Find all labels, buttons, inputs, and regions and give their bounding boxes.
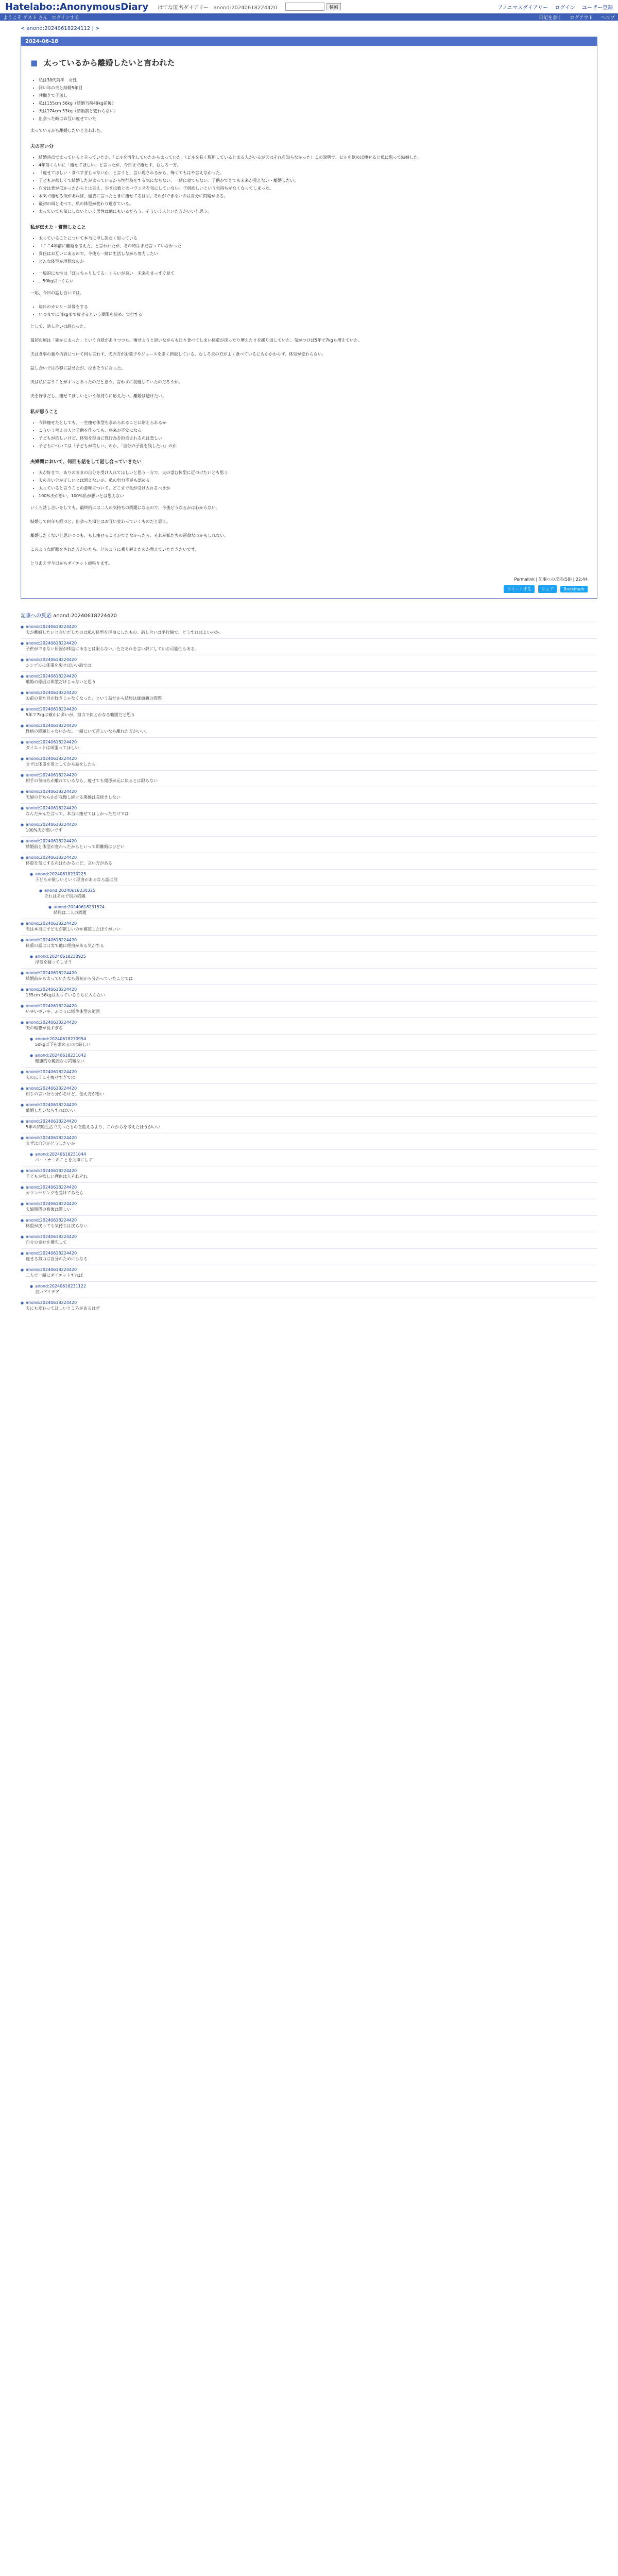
comment-item [21,770,597,787]
comment-item [21,754,597,770]
comment-id-link[interactable]: ● anond:20240618224420 [21,641,597,646]
comment-item [30,952,597,968]
paragraph: 話し合いでは冷静に話せたが、泣きそうになった。 [30,366,125,370]
comment-id-link[interactable]: ● anond:20240618224420 [21,1004,597,1008]
paragraph: いくら話し合いをしても、最終的には二人の気持ちの問題になるので、今後どうなるかはわからない。 [30,505,220,510]
comment-text: 子どもが欲しいという理由があるなら話は別 [35,877,117,882]
comment-item [21,671,597,688]
nav-help[interactable]: ヘルプ [600,15,615,21]
comment-item [39,886,597,902]
list-item: • どんな体型が理想なのか [39,258,588,265]
paragraph: 太っているから離婚したいと言われた。 [30,128,105,133]
comment-item [21,1133,597,1149]
comment-item [21,853,597,869]
comment-text: 155cm 56kgは太っているうちに入らない [26,993,105,997]
permalink-line[interactable]: Permalink | 記事への反応(58) | 22:44 [514,577,588,582]
list-item: • …50kg以下くらい [39,277,588,285]
comment-text: 性格の問題じゃないかな。一緒にいて苦しいなら離れた方がいい。 [26,729,149,734]
share-button[interactable]: シェア [538,585,557,593]
share-bar [30,585,588,593]
comment-text: 相手の気持ちが離れているなら、痩せても関係が元に戻るとは限らない [26,778,158,783]
comment-item [21,1248,597,1265]
comment-text: 二人で一緒にダイエットすれば [26,1273,83,1278]
comment-id-link[interactable]: ● anond:20240618224420 [21,1168,597,1173]
nav-login[interactable]: ログインする [52,15,79,21]
comment-item [21,721,597,737]
comments-heading-link[interactable]: 記事への反応 [21,613,52,619]
top-link-diary[interactable]: はてな匿名ダイアリー [158,5,209,11]
paragraph: 最初の頃は「確かに太った」という自覚がありつつも、痩せようと思いながらも日々食べてしまい体重が戻ったり増えたりを繰り返していた。気がつけば5年で7kgも増えていた。 [30,338,362,343]
comment-id-link[interactable]: ● anond:20240618224420 [21,1251,597,1256]
comment-text: 100%夫が悪いです [26,828,62,833]
comment-id-link[interactable]: ● anond:20240618224420 [21,1136,597,1140]
comment-item [21,919,597,935]
comment-item [21,935,597,952]
nav-welcome: ようこそ ゲスト さん [3,15,48,21]
comment-text: 夫婦関係の修復は難しい [26,1207,71,1212]
comment-text: 夫が離婚したいと言いだしたのは私の体型を理由にしたもの。話し合いは平行線で、どうすればよいのか。 [26,630,224,635]
list-item: • 自分は背が低かったからとは言え、歩きは彼とのバランスを気にしていない。子供欲しいという気持ちがなくなってしまった。 [39,184,588,192]
comment-id-link[interactable]: ● anond:20240618224420 [21,855,597,860]
comment-id-link[interactable]: ● anond:20240618231524 [48,905,597,909]
list-item: • 太っていることについて本当に申し訳なく思っている [39,234,588,242]
link-anonymous[interactable]: アノニマスダイアリー [497,5,548,11]
list-item: • 太っていても気にしないという男性は他にもいるだろう。そういう人といた方がいいと思う。 [39,208,588,215]
comment-item [21,1067,597,1083]
nav-write[interactable]: 日記を書く [538,15,562,21]
comment-text: 自分の幸せを優先して [26,1240,67,1245]
paragraph: とりあえず今日からダイエット頑張ります。 [30,561,112,566]
comment-text: 夫は本当に子どもが欲しいのか確認したほうがいい [26,927,121,931]
comment-id-link[interactable]: ● anond:20240618224420 [21,1086,597,1091]
comment-item [21,1265,597,1281]
comment-id-link[interactable]: ● anond:20240618224420 [21,674,597,679]
list-item: • 4年前くらいに「痩せてほしい」と言ったが、今日まで痩せず、むしろ一方。 [39,161,588,169]
comment-text: それはそれで別の問題 [44,894,85,899]
list-item: • 共働きで子無し [39,92,588,99]
paragraph: このような経験をされた方がいたら、どのように乗り越えたのか教えていただきたいです。 [30,547,199,552]
comment-id-link[interactable]: ● anond:20240618224420 [21,690,597,695]
comment-id-link[interactable]: ● anond:20240618224420 [21,1103,597,1107]
comment-id-link[interactable]: ● anond:20240618224420 [21,971,597,975]
comment-id-link[interactable]: ● anond:20240618224420 [21,1267,597,1272]
comment-item [30,1149,597,1166]
comment-item [21,1298,597,1314]
paragraph: として、話し合いは終わった。 [30,324,88,329]
comment-item [21,1116,597,1133]
comment-item [21,704,597,721]
comment-text: 5年の結婚生活で失ったものを数えるより、これからを考えたほうがいい [26,1125,161,1129]
top-link-entry[interactable]: anond:20240618224420 [213,5,278,11]
link-register[interactable]: ユーザー登録 [582,5,613,11]
comment-text: パートナーのことを大事にして [35,1158,93,1162]
comment-item [21,787,597,803]
paragraph: 離婚したくないと思いつつも、もし痩せることができなかったら、それが私たちの運命なのかもしれない。 [30,533,228,538]
comment-item [21,655,597,671]
comment-item [21,1232,597,1248]
comment-id-link[interactable]: ● anond:20240618224420 [21,1234,597,1239]
article-title-text[interactable]: 太っているから離婚したいと言われた [43,58,175,67]
comment-item [21,820,597,836]
paragraph: 夫は私に言うことがずっとあったのだと思う。言わずに我慢していたのだろうか。 [30,380,183,384]
comment-id-link[interactable]: ● anond:20240618224420 [21,987,597,992]
comment-id-link[interactable]: ● anond:20240618224420 [21,707,597,711]
comment-text: まずは体重を落としてから話をしたら [26,762,96,767]
comment-id-link[interactable]: ● anond:20240618224420 [21,938,597,942]
section-heading: 私が思うこと [30,410,59,415]
comment-id-link[interactable]: ● anond:20240618230954 [30,1037,597,1041]
reason-list [30,154,588,215]
list-item: • 夫は174cm 53kg（結婚前と変わらない） [39,107,588,115]
paragraph: 結婚して何年も経つと、出会った頃とはお互い変わっていくものだと思う。 [30,519,170,524]
list-item: • 同い年の夫と結婚5年目 [39,84,588,92]
question-list [30,234,588,265]
section-heading: 夫の言い分 [30,144,54,149]
comment-text: 夫のほうこそ痩せすぎでは [26,1075,75,1080]
comment-id-link[interactable]: ● anond:20240618231042 [30,1053,597,1058]
comment-text: 夫の理想が高すぎる [26,1026,63,1030]
list-item: • 本気で痩せる気があれば、過去に言ったときに痩せてるはず。それができないのは自分に問題がある。 [39,192,588,200]
comment-text: 結局は二人の問題 [54,910,87,915]
profile-list [30,76,588,123]
comment-text: カウンセリングを受けてみたら [26,1191,83,1195]
comment-text: 夫にも変わってほしいところがあるはず [26,1306,100,1311]
comment-text: お前の見た目が好きじゃなくなった、という話だから結局は価値観の問題 [26,696,162,701]
sub-list [30,269,588,285]
comment-item [48,902,597,919]
article-title [30,57,588,68]
comment-id-link[interactable]: ● anond:20240618224420 [21,1020,597,1025]
list-item: • 私は155cm 56kg（結婚当初49kg前後） [39,99,588,107]
paragraph: 夫を好きだし、痩せてほしいという気持ちに応えたい。離婚は避けたい。 [30,394,166,398]
comment-item [21,622,597,638]
top-bar [0,0,618,13]
comment-text: 相手の言い分も分かるけど、伝え方が悪い [26,1092,104,1096]
top-links [158,3,280,11]
comment-text: 夫婦のどちらかが我慢し続ける関係は長続きしない [26,795,121,800]
nav-logout[interactable]: ログアウト [570,15,593,21]
list-item: • 「痩せてほしい・食べすぎじゃないか」と言うと、言い返されるから、怖くてもはや言えなかった。 [39,169,588,177]
comment-text: 5年で7kgは確かに多いが、努力で何とかなる範囲だと思う [26,713,135,717]
comment-id-link[interactable]: ● anond:20240618224420 [21,839,597,843]
list-item: • 責任はお互いにあるので、今後も一緒に生活しながら努力したい [39,250,588,258]
square-bullet-icon: ■ [30,58,38,67]
comment-item [30,1034,597,1050]
comment-item [21,1083,597,1100]
comment-list [21,622,597,1314]
list-item: • 子どもが欲しいけど、体型を理由に性行為を拒否されるのは悲しい [39,434,588,442]
comments-heading [21,611,597,619]
section-heading: 私が伝えた・質問したこと [30,225,87,230]
comment-text: 浮気を疑ってしまう [35,960,72,964]
list-item: • 子どもについては「子どもが欲しい」のか、「自分の子孫を残したい」のか [39,442,588,450]
comment-id-link[interactable]: ● anond:20240618224420 [21,1201,597,1206]
article-body [21,46,597,598]
comment-item [21,1215,597,1232]
comment-id-link[interactable]: ● anond:20240618224420 [21,756,597,761]
right-links [492,3,613,11]
prev-entry-link[interactable]: < anond:20240618224112 | > [21,26,100,31]
comment-item [21,1100,597,1116]
comment-text: 痩せる努力は自分のためにもなる [26,1257,88,1261]
comment-item [21,1001,597,1018]
comment-item [21,1166,597,1182]
nav-bar [0,13,618,21]
comment-id-link[interactable]: ● anond:20240618230925 [30,954,597,959]
talk-list [30,469,588,500]
comment-text: ダイエットは頑張ってほしい [26,745,79,750]
list-item: • 今回痩せたとしても、一生痩せ体型を求められることに耐えられるか [39,419,588,427]
comment-text: 結婚前と体型が変わったからといって即離婚はひどい [26,844,125,849]
comment-id-link[interactable]: ● anond:20240618224420 [21,789,597,794]
comment-text: 体重を気にするのはわかるけど、言い方がある [26,861,112,866]
list-item: • 「ここ4年前に離婚を考えた」と言われたが、その時はまだ言っていなかった [39,242,588,250]
comment-item [21,836,597,853]
comment-text: 50kg以下を求めるのは厳しい [35,1042,91,1047]
list-item: • 太っていると言うことの意味について、どこまで私が受け入れるべきか [39,484,588,492]
section-heading: 夫婦間において、何回も話をして話し合っていきたい [30,460,142,465]
list-item: • 出会った時はお互い痩せていた [39,115,588,123]
list-item: • 最初の頃と比べて、私の体型が変わり過ぎている。 [39,200,588,208]
comment-item [21,638,597,655]
comment-id-link[interactable]: ● anond:20240618231044 [30,1152,597,1157]
comment-id-link[interactable]: ● anond:20240618224420 [21,657,597,662]
comment-id-link[interactable]: ● anond:20240618224420 [21,1119,597,1124]
comment-text: 結婚前から太っていたなら最初から分かっていたことでは [26,976,133,981]
comment-item [30,869,597,886]
pager [0,31,618,37]
comment-text: 離婚したいならすればいい [26,1108,75,1113]
comment-id-link[interactable]: ● anond:20240618224420 [21,773,597,777]
list-item: • こういう考えの人と子供を作っても、将来が不安になる [39,427,588,434]
comment-text: 子どもが欲しい理由は人それぞれ [26,1174,88,1179]
comment-id-link[interactable]: ● anond:20240618230225 [30,872,597,876]
day-box [21,37,597,599]
comment-id-link[interactable]: ● anond:20240618224420 [21,921,597,926]
comment-item [21,1199,597,1215]
bookmark-button[interactable]: Bookmark [560,586,588,592]
comment-text: 良いアイデア [35,1290,60,1294]
comment-item [21,688,597,704]
comments-heading-subject: anond:20240618224420 [53,613,117,619]
comment-text: まずは自分がどうしたいか [26,1141,75,1146]
search-button[interactable]: 検索 [327,3,341,10]
comment-id-link[interactable]: ● anond:20240618224420 [21,822,597,827]
list-item: • 子どもが欲しくて結婚したが太っているから性行為をする気にならない、一緒に寝てもない。子供ができても未来が見えない・離婚したい。 [39,177,588,184]
comment-item [21,968,597,985]
list-item: • 私は30代前半 女性 [39,76,588,84]
comment-text: 健康的な範囲なら問題ない [35,1059,84,1063]
comment-text: 子供ができない原因が体型にあるとは限らない。ただそれを言い訳にしている可能性もある。 [26,647,199,651]
comment-id-link[interactable]: ● anond:20240618224420 [21,624,597,629]
comment-item [21,1182,597,1199]
comment-text: なんだかんだ言って、本当に痩せてほしかっただけでは [26,811,129,816]
comment-item [21,985,597,1001]
nav-right [533,14,615,21]
link-login[interactable]: ログイン [555,5,575,11]
comment-id-link[interactable]: ● anond:20240618224420 [21,1300,597,1305]
comment-item [21,737,597,754]
comment-item [21,803,597,820]
comment-id-link[interactable]: ● anond:20240618224420 [21,1218,597,1223]
tweet-button[interactable]: ツイートする [504,585,534,593]
list-item: • いつまでに何kgまで痩せるという期限を決め、実行する [39,311,588,318]
thoughts-list [30,419,588,450]
list-item: • 一般的に女性は「ぽっちゃりしてる」くらいが良い 未来をまっすぐ見て [39,269,588,277]
comment-item [21,1018,597,1034]
comment-id-link[interactable]: ● anond:20240618224420 [21,806,597,810]
comment-item [30,1050,597,1067]
search-input[interactable] [285,3,324,11]
comment-text: 体重が戻っても気持ちは戻らない [26,1224,88,1228]
list-item: • 毎日のカロリー計算をする [39,303,588,311]
site-logo[interactable]: Hatelabo::AnonymousDiary [5,1,149,12]
list-item: • 夫の言い分が正しいとは思えないが、私の努力不足も認める [39,477,588,484]
comment-id-link[interactable]: ● anond:20240618224420 [21,740,597,744]
comment-id-link[interactable]: ● anond:20240618224420 [21,1070,597,1074]
comment-id-link[interactable]: ● anond:20240618224420 [21,1185,597,1190]
comment-text: いやいやいや、ふつうに標準体型の範囲 [26,1009,100,1014]
list-item: • 100%夫が悪い、100%私が悪いとは思えない [39,492,588,500]
plan-list [30,303,588,318]
day-header: 2024-06-18 [21,37,597,46]
list-item: • 結婚時点で太っていると言っていたが、「ビルを消化していたから太っていた」（ピルを長く服用していると太る人がいるが夫はそれを知らなかった）この説明で、ピルを飲めば痩せると私に思って結婚した。 [39,154,588,161]
comment-id-link[interactable]: ● anond:20240618230325 [39,888,597,893]
comment-text: シンプルに体重を戻せばいい話では [26,663,92,668]
comment-item [30,1281,597,1298]
paragraph: 一応、今日の話し合いでは、 [30,291,84,295]
comment-text: 体重の話は口実で他に理由がある気がする [26,943,104,948]
breadcrumb [0,21,618,31]
list-item: • 夫が好きで、ありのままの自分を受け入れてほしいと思う一方で、夫の望む体型に近づけたいとも思う [39,469,588,477]
paragraph: 夫は食事の量や内容について何も言わず、夫の方がお菓子やジュースを多く摂取している。むしろ夫の方がよく食べているにもかかわらず、体型が変わらない。 [30,352,326,357]
comment-text: 離婚の原因は体型だけじゃないと思う [26,680,96,684]
comment-id-link[interactable]: ● anond:20240618231122 [30,1284,597,1289]
comment-id-link[interactable]: ● anond:20240618224420 [21,723,597,728]
